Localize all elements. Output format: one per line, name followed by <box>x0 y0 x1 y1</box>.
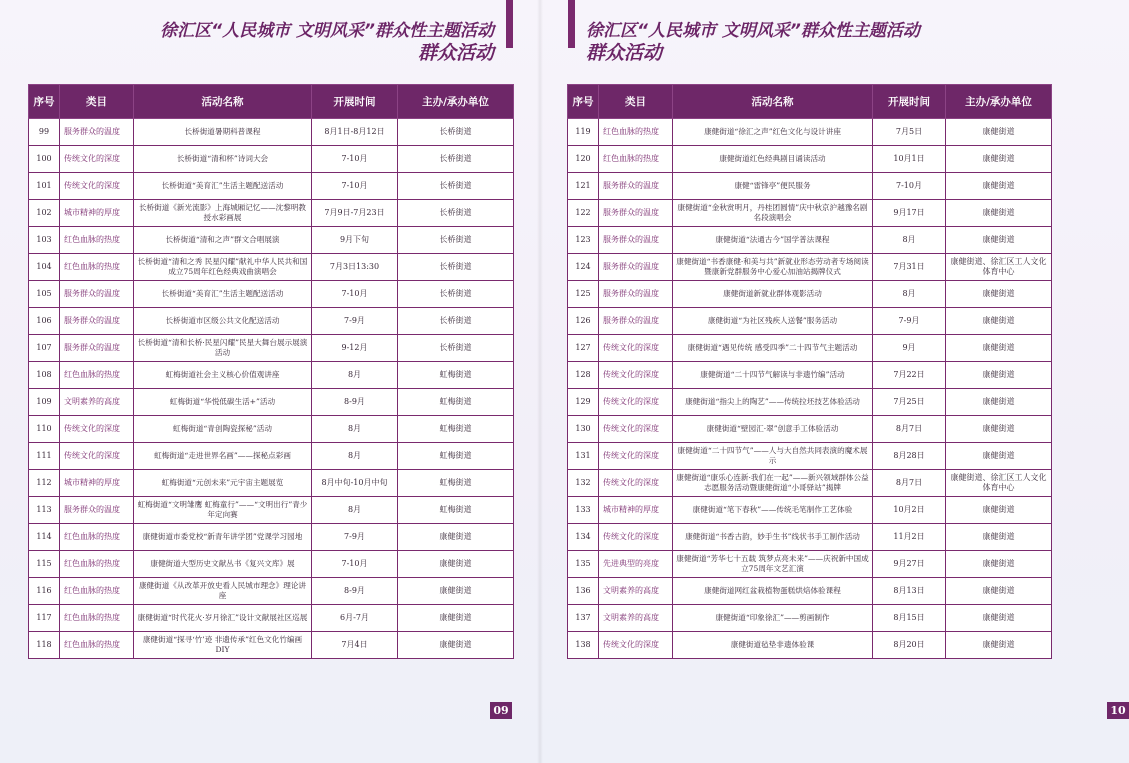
row-activity-name: 康健街道红色经典剧目诵读活动 <box>673 146 873 173</box>
row-activity-name: 长桥街道《新光流影》上海城厢记忆——沈黎明教授水彩画展 <box>134 200 312 227</box>
row-time: 7-10月 <box>312 146 398 173</box>
row-category: 文明素养的高度 <box>599 578 673 605</box>
row-activity-name: 康健街道新就业群体观影活动 <box>673 281 873 308</box>
row-activity-name: 虹梅街道社会主义核心价值观讲座 <box>134 362 312 389</box>
row-number: 129 <box>568 389 599 416</box>
table-row <box>29 200 514 227</box>
title-accent-bar <box>506 0 513 48</box>
row-time: 6月-7月 <box>312 605 398 632</box>
row-category: 传统文化的深度 <box>599 335 673 362</box>
row-organizer: 康健街道 <box>946 119 1052 146</box>
row-category: 城市精神的厚度 <box>60 200 134 227</box>
row-activity-name: 长桥街道“美育汇”生活主题配送活动 <box>134 281 312 308</box>
table-row <box>29 524 514 551</box>
row-activity-name: 康健“雷锋亭”便民服务 <box>673 173 873 200</box>
table-row <box>568 308 1052 335</box>
column-header-number: 序号 <box>29 85 60 119</box>
row-time: 9月27日 <box>873 551 946 578</box>
row-number: 105 <box>29 281 60 308</box>
row-time: 9-12月 <box>312 335 398 362</box>
table-row <box>29 416 514 443</box>
row-category: 红色血脉的热度 <box>599 119 673 146</box>
row-time: 8月13日 <box>873 578 946 605</box>
row-organizer: 康健街道 <box>398 578 514 605</box>
row-activity-name: 康健街道“康乐心连新·我们在一起”——新兴领域群体公益志愿服务活动暨康健街道“小哥驿站”揭牌 <box>673 470 873 497</box>
row-number: 138 <box>568 632 599 659</box>
table-row <box>29 497 514 524</box>
row-category: 城市精神的厚度 <box>60 470 134 497</box>
row-organizer: 康健街道 <box>946 632 1052 659</box>
row-category: 城市精神的厚度 <box>599 497 673 524</box>
row-organizer: 长桥街道 <box>398 119 514 146</box>
row-time: 8月 <box>312 362 398 389</box>
table-row <box>568 470 1052 497</box>
row-number: 115 <box>29 551 60 578</box>
row-activity-name: 康健街道《从改革开放史看人民城市理念》理论讲座 <box>134 578 312 605</box>
table-row <box>568 119 1052 146</box>
row-time: 8月 <box>312 497 398 524</box>
row-number: 121 <box>568 173 599 200</box>
table-row <box>29 578 514 605</box>
row-time: 8月15日 <box>873 605 946 632</box>
row-organizer: 虹梅街道 <box>398 362 514 389</box>
table-row <box>568 254 1052 281</box>
row-activity-name: 康健街道毡垫非遗体验课 <box>673 632 873 659</box>
table-row <box>568 227 1052 254</box>
row-number: 111 <box>29 443 60 470</box>
page-number: 10 <box>1107 702 1129 719</box>
row-activity-name: 康健街道“徐汇之声”红色文化与设计讲座 <box>673 119 873 146</box>
row-number: 123 <box>568 227 599 254</box>
row-number: 130 <box>568 416 599 443</box>
table-row <box>29 173 514 200</box>
row-number: 116 <box>29 578 60 605</box>
table-row <box>568 200 1052 227</box>
row-category: 红色血脉的热度 <box>60 362 134 389</box>
activity-table <box>567 84 1052 659</box>
row-number: 107 <box>29 335 60 362</box>
table-row <box>29 551 514 578</box>
row-category: 红色血脉的热度 <box>599 146 673 173</box>
table-header-row <box>568 85 1052 119</box>
row-category: 先进典型的亮度 <box>599 551 673 578</box>
row-activity-name: 康健街道“指尖上的陶艺”——传统拉坯技艺体验活动 <box>673 389 873 416</box>
table-row <box>568 497 1052 524</box>
row-time: 7-9月 <box>312 524 398 551</box>
row-category: 传统文化的深度 <box>599 416 673 443</box>
row-activity-name: 虹梅街道“走进世界名画”——探秘点彩画 <box>134 443 312 470</box>
row-time: 9月17日 <box>873 200 946 227</box>
row-activity-name: 康健街道“金秋赏明月，丹桂团圆情”庆中秋京沪越豫名剧名段演唱会 <box>673 200 873 227</box>
row-category: 红色血脉的热度 <box>60 551 134 578</box>
row-activity-name: 长桥街道市区级公共文化配送活动 <box>134 308 312 335</box>
table-row <box>29 335 514 362</box>
row-activity-name: 康健街道“遇见传统 感受四季”二十四节气主题活动 <box>673 335 873 362</box>
column-header-organizer: 主办/承办单位 <box>398 85 514 119</box>
row-time: 8-9月 <box>312 389 398 416</box>
row-number: 106 <box>29 308 60 335</box>
row-time: 7月22日 <box>873 362 946 389</box>
row-organizer: 康健街道 <box>946 524 1052 551</box>
row-time: 7月3日13:30 <box>312 254 398 281</box>
row-time: 7-10月 <box>312 173 398 200</box>
row-organizer: 康健街道 <box>946 281 1052 308</box>
row-category: 服务群众的温度 <box>60 119 134 146</box>
row-category: 红色血脉的热度 <box>60 254 134 281</box>
row-organizer: 康健街道 <box>946 578 1052 605</box>
row-organizer: 康健街道 <box>946 551 1052 578</box>
row-time: 8月1日-8月12日 <box>312 119 398 146</box>
column-header-time: 开展时间 <box>873 85 946 119</box>
row-time: 8月28日 <box>873 443 946 470</box>
row-organizer: 康健街道 <box>946 362 1052 389</box>
row-organizer: 长桥街道 <box>398 227 514 254</box>
row-organizer: 康健街道 <box>946 416 1052 443</box>
row-organizer: 长桥街道 <box>398 173 514 200</box>
row-number: 122 <box>568 200 599 227</box>
row-time: 7-9月 <box>312 308 398 335</box>
row-organizer: 康健街道 <box>946 605 1052 632</box>
row-category: 传统文化的深度 <box>599 470 673 497</box>
table-row <box>29 281 514 308</box>
row-organizer: 虹梅街道 <box>398 416 514 443</box>
row-organizer: 康健街道 <box>946 335 1052 362</box>
row-time: 8月 <box>312 443 398 470</box>
row-organizer: 康健街道 <box>946 308 1052 335</box>
row-organizer: 康健街道 <box>398 632 514 659</box>
row-organizer: 康健街道、徐汇区工人文化体育中心 <box>946 470 1052 497</box>
row-activity-name: 长桥街道“清和杯”诗词大会 <box>134 146 312 173</box>
row-category: 红色血脉的热度 <box>60 524 134 551</box>
column-header-activity-name: 活动名称 <box>673 85 873 119</box>
row-category: 红色血脉的热度 <box>60 605 134 632</box>
row-organizer: 康健街道 <box>946 389 1052 416</box>
row-category: 服务群众的温度 <box>60 497 134 524</box>
row-time: 11月2日 <box>873 524 946 551</box>
row-number: 104 <box>29 254 60 281</box>
row-activity-name: 长桥街道“清和之秀 民星闪耀”献礼中华人民共和国成立75周年红色经典戏曲演唱会 <box>134 254 312 281</box>
row-category: 红色血脉的热度 <box>60 227 134 254</box>
row-number: 137 <box>568 605 599 632</box>
row-time: 8月中旬-10月中旬 <box>312 470 398 497</box>
table-row <box>29 470 514 497</box>
row-organizer: 康健街道 <box>946 497 1052 524</box>
row-number: 118 <box>29 632 60 659</box>
table-row <box>568 389 1052 416</box>
row-number: 119 <box>568 119 599 146</box>
row-activity-name: 康健街道“二十四节气解读与非遗竹编”活动 <box>673 362 873 389</box>
row-activity-name: 康健街道“法通古今”国学普法课程 <box>673 227 873 254</box>
row-number: 128 <box>568 362 599 389</box>
row-number: 135 <box>568 551 599 578</box>
row-category: 传统文化的深度 <box>599 443 673 470</box>
row-activity-name: 康健街道“时代花火·岁月徐汇”设计文献展社区巡展 <box>134 605 312 632</box>
row-number: 126 <box>568 308 599 335</box>
row-time: 8-9月 <box>312 578 398 605</box>
row-activity-name: 虹梅街道“华悦低碳生活+”活动 <box>134 389 312 416</box>
row-number: 134 <box>568 524 599 551</box>
row-organizer: 长桥街道 <box>398 335 514 362</box>
row-number: 131 <box>568 443 599 470</box>
row-category: 红色血脉的热度 <box>60 578 134 605</box>
row-category: 服务群众的温度 <box>599 227 673 254</box>
column-header-category: 类目 <box>60 85 134 119</box>
table-row <box>568 173 1052 200</box>
row-time: 8月 <box>873 227 946 254</box>
table-row <box>29 146 514 173</box>
row-category: 红色血脉的热度 <box>60 632 134 659</box>
table-row <box>568 605 1052 632</box>
row-time: 7月4日 <box>312 632 398 659</box>
row-organizer: 康健街道、徐汇区工人文化体育中心 <box>946 254 1052 281</box>
table-row <box>29 362 514 389</box>
table-row <box>29 443 514 470</box>
row-activity-name: 康健街道“探寻‘竹’迹 非遗传承”红色文化竹编画DIY <box>134 632 312 659</box>
row-number: 114 <box>29 524 60 551</box>
row-organizer: 虹梅街道 <box>398 443 514 470</box>
table-row <box>568 281 1052 308</box>
row-activity-name: 康健街道“芳华七十五载 筑梦点亮未来”——庆祝新中国成立75周年文艺汇演 <box>673 551 873 578</box>
table-header-row <box>29 85 514 119</box>
column-header-number: 序号 <box>568 85 599 119</box>
column-header-category: 类目 <box>599 85 673 119</box>
row-activity-name: 虹梅街道“元创未来”元宇宙主题展览 <box>134 470 312 497</box>
row-category: 传统文化的深度 <box>599 632 673 659</box>
row-category: 文明素养的高度 <box>60 389 134 416</box>
row-time: 10月1日 <box>873 146 946 173</box>
row-activity-name: 康健街道“书香古韵，妙手生书”线状书手工制作活动 <box>673 524 873 551</box>
row-number: 113 <box>29 497 60 524</box>
row-number: 125 <box>568 281 599 308</box>
row-number: 103 <box>29 227 60 254</box>
row-organizer: 康健街道 <box>398 551 514 578</box>
row-category: 传统文化的深度 <box>60 416 134 443</box>
page-subtitle: 群众活动 <box>586 42 663 64</box>
row-organizer: 康健街道 <box>398 524 514 551</box>
row-number: 133 <box>568 497 599 524</box>
table-row <box>568 524 1052 551</box>
row-time: 8月20日 <box>873 632 946 659</box>
row-organizer: 长桥街道 <box>398 281 514 308</box>
row-time: 8月7日 <box>873 470 946 497</box>
row-time: 7-9月 <box>873 308 946 335</box>
row-activity-name: 康健街道网红盆栽植物蛋糕烘焙体验课程 <box>673 578 873 605</box>
row-number: 101 <box>29 173 60 200</box>
row-activity-name: 康健街道“二十四节气”——人与大自然共同表演的魔术展示 <box>673 443 873 470</box>
table-row <box>568 578 1052 605</box>
row-category: 服务群众的温度 <box>60 308 134 335</box>
row-category: 传统文化的深度 <box>60 443 134 470</box>
row-category: 传统文化的深度 <box>60 146 134 173</box>
table-row <box>568 416 1052 443</box>
row-activity-name: 康健街道大型历史文献丛书《复兴文库》展 <box>134 551 312 578</box>
row-number: 102 <box>29 200 60 227</box>
row-time: 7月9日-7月23日 <box>312 200 398 227</box>
page-title: 徐汇区“人民城市 文明风采”群众性主题活动 <box>586 21 920 41</box>
row-time: 8月 <box>873 281 946 308</box>
row-time: 9月下旬 <box>312 227 398 254</box>
row-organizer: 康健街道 <box>398 605 514 632</box>
row-category: 服务群众的温度 <box>599 173 673 200</box>
column-header-time: 开展时间 <box>312 85 398 119</box>
row-activity-name: 康健街道“书香康健·和美与共”新就业形态劳动者专场阅读暨康新党群服务中心爱心加油站揭牌仪式 <box>673 254 873 281</box>
row-time: 9月 <box>873 335 946 362</box>
table-row <box>568 443 1052 470</box>
row-number: 99 <box>29 119 60 146</box>
page-subtitle: 群众活动 <box>417 42 494 64</box>
row-category: 传统文化的深度 <box>599 524 673 551</box>
row-time: 10月2日 <box>873 497 946 524</box>
row-category: 传统文化的深度 <box>599 389 673 416</box>
table-row <box>29 308 514 335</box>
row-organizer: 康健街道 <box>946 200 1052 227</box>
row-category: 服务群众的温度 <box>60 335 134 362</box>
row-organizer: 虹梅街道 <box>398 470 514 497</box>
row-category: 服务群众的温度 <box>60 281 134 308</box>
table-row <box>568 335 1052 362</box>
row-organizer: 康健街道 <box>946 146 1052 173</box>
row-number: 110 <box>29 416 60 443</box>
column-header-organizer: 主办/承办单位 <box>946 85 1052 119</box>
row-activity-name: 虹梅街道“文明雏鹰 虹梅童行”——“文明出行”青少年定向赛 <box>134 497 312 524</box>
row-organizer: 长桥街道 <box>398 200 514 227</box>
row-organizer: 康健街道 <box>946 173 1052 200</box>
row-number: 127 <box>568 335 599 362</box>
table-row <box>568 362 1052 389</box>
row-category: 传统文化的深度 <box>599 362 673 389</box>
row-time: 7-10月 <box>873 173 946 200</box>
row-activity-name: 长桥街道暑期科普课程 <box>134 119 312 146</box>
row-number: 120 <box>568 146 599 173</box>
row-category: 文明素养的高度 <box>599 605 673 632</box>
row-time: 8月 <box>312 416 398 443</box>
row-number: 117 <box>29 605 60 632</box>
row-organizer: 康健街道 <box>946 443 1052 470</box>
table-row <box>568 146 1052 173</box>
page-number: 09 <box>490 702 512 719</box>
table-row <box>29 389 514 416</box>
row-activity-name: 康健街道“壁园汇·翠”创意手工体验活动 <box>673 416 873 443</box>
row-organizer: 虹梅街道 <box>398 389 514 416</box>
row-number: 100 <box>29 146 60 173</box>
row-activity-name: 康健街道“笔下春秋”——传统毛笔制作工艺体验 <box>673 497 873 524</box>
row-time: 8月7日 <box>873 416 946 443</box>
row-time: 7-10月 <box>312 551 398 578</box>
left-page <box>0 0 540 763</box>
row-number: 112 <box>29 470 60 497</box>
row-number: 124 <box>568 254 599 281</box>
row-organizer: 长桥街道 <box>398 254 514 281</box>
table-row <box>568 551 1052 578</box>
row-category: 服务群众的温度 <box>599 281 673 308</box>
table-row <box>29 254 514 281</box>
row-category: 服务群众的温度 <box>599 254 673 281</box>
title-accent-bar <box>568 0 575 48</box>
row-activity-name: 虹梅街道“青创陶瓷探秘”活动 <box>134 416 312 443</box>
row-organizer: 虹梅街道 <box>398 497 514 524</box>
row-number: 109 <box>29 389 60 416</box>
table-row <box>29 227 514 254</box>
row-organizer: 长桥街道 <box>398 308 514 335</box>
row-number: 136 <box>568 578 599 605</box>
table-row <box>29 605 514 632</box>
row-organizer: 康健街道 <box>946 227 1052 254</box>
row-category: 传统文化的深度 <box>60 173 134 200</box>
table-row <box>568 632 1052 659</box>
table-row <box>29 632 514 659</box>
row-activity-name: 康健街道“印象徐汇”——剪画制作 <box>673 605 873 632</box>
column-header-activity-name: 活动名称 <box>134 85 312 119</box>
row-category: 服务群众的温度 <box>599 200 673 227</box>
row-time: 7月31日 <box>873 254 946 281</box>
row-organizer: 长桥街道 <box>398 146 514 173</box>
table-row <box>29 119 514 146</box>
row-number: 132 <box>568 470 599 497</box>
row-category: 服务群众的温度 <box>599 308 673 335</box>
row-activity-name: 康健街道市委党校“新青年讲学团”党课学习园地 <box>134 524 312 551</box>
row-number: 108 <box>29 362 60 389</box>
page-title: 徐汇区“人民城市 文明风采”群众性主题活动 <box>160 21 494 41</box>
row-activity-name: 长桥街道“清和长桥·民星闪耀”民星大舞台展示展演活动 <box>134 335 312 362</box>
activity-table <box>28 84 514 659</box>
row-activity-name: 长桥街道“美育汇”生活主题配送活动 <box>134 173 312 200</box>
row-activity-name: 康健街道“为社区残疾人送餐”服务活动 <box>673 308 873 335</box>
row-time: 7月25日 <box>873 389 946 416</box>
row-activity-name: 长桥街道“清和之声”群文合唱展演 <box>134 227 312 254</box>
row-time: 7月5日 <box>873 119 946 146</box>
row-time: 7-10月 <box>312 281 398 308</box>
